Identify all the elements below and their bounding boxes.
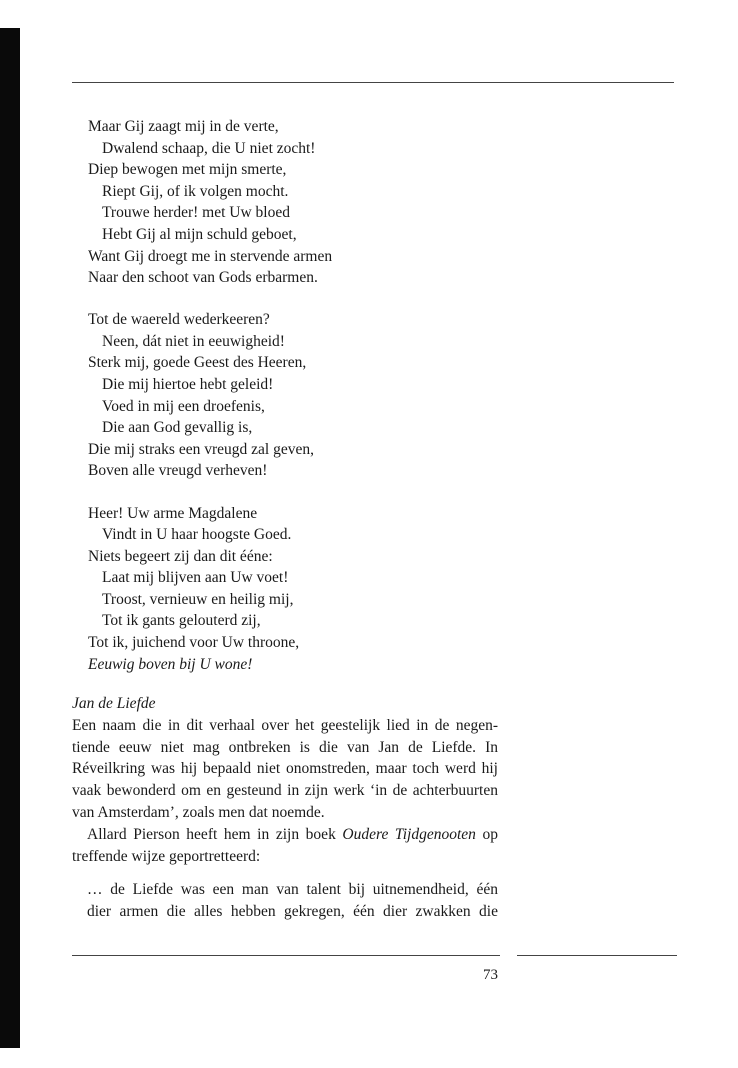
poem-line: Tot de waereld wederkeeren? — [88, 311, 270, 329]
poem-line: Tot ik gants gelouterd zij, — [102, 612, 261, 630]
text-line — [72, 824, 498, 846]
poem-stanza — [88, 116, 508, 289]
poem-line: Die aan God gevallig is, — [102, 419, 253, 437]
text-line: tiende eeuw niet mag ontbreken is die van Jan de Liefde. In — [72, 738, 498, 756]
text-line: Réveilkring was hij bepaald niet onomstreden, maar toch werd hij — [72, 760, 498, 778]
poem-line: Maar Gij zaagt mij in de verte, — [88, 118, 279, 135]
poem — [88, 116, 508, 696]
text-fragment: Allard Pierson heeft hem in zijn boek — [87, 825, 343, 843]
poem-line: Eeuwig boven bij U wone! — [88, 655, 253, 673]
text-line: Een naam die in dit verhaal over het geestelijk lied in de negen- — [72, 716, 498, 734]
poem-line: Troost, vernieuw en heilig mij, — [102, 590, 294, 608]
poem-line: Heer! Uw arme Magdalene — [88, 504, 258, 522]
book-title: Oudere Tijdgenooten — [342, 825, 476, 843]
section-heading: Jan de Liefde — [72, 695, 156, 712]
poem-line: Vindt in U haar hoogste Goed. — [102, 526, 292, 544]
poem-line: Niets begeert zij dan dit ééne: — [88, 547, 273, 565]
poem-line: Boven alle vreugd verheven! — [88, 462, 268, 480]
poem-line: Dwalend schaap, die U niet zocht! — [102, 139, 316, 157]
prose-section — [72, 693, 498, 923]
page-number: 73 — [483, 967, 498, 983]
quote-line: dier armen die alles hebben gekregen, één dier zwakken die — [87, 903, 498, 921]
poem-line: Tot ik, juichend voor Uw throone, — [88, 634, 300, 652]
poem-line: Neen, dát niet in eeuwigheid! — [102, 332, 285, 350]
paragraph — [72, 715, 498, 824]
text-fragment: op — [475, 825, 498, 843]
text-line: van Amsterdam’, zoals men dat noemde. — [72, 803, 325, 821]
poem-line: Voed in mij een droefenis, — [102, 397, 265, 415]
poem-line: Die mij hiertoe hebt geleid! — [102, 376, 274, 394]
poem-line: Die mij straks een vreugd zal geven, — [88, 440, 314, 458]
header-rule — [72, 82, 674, 83]
poem-stanza — [88, 309, 508, 482]
poem-stanza — [88, 503, 508, 676]
poem-line: Want Gij droegt me in stervende armen — [88, 247, 333, 265]
quote-line: … de Liefde was een man van talent bij uitnemendheid, één — [87, 881, 498, 899]
poem-line: Laat mij blijven aan Uw voet! — [102, 569, 289, 587]
poem-line: Diep bewogen met mijn smerte, — [88, 161, 287, 179]
poem-line: Riept Gij, of ik volgen mocht. — [102, 182, 289, 200]
footer-rule-left — [72, 955, 500, 956]
poem-line: Sterk mij, goede Geest des Heeren, — [88, 354, 307, 372]
text-line: vaak bewonderd om en gesteund in zijn werk ‘in de achterbuurten — [72, 782, 498, 800]
poem-line: Naar den schoot van Gods erbarmen. — [88, 269, 318, 287]
book-spine-shadow — [0, 28, 20, 1048]
paragraph — [72, 824, 498, 868]
poem-line: Trouwe herder! met Uw bloed — [102, 204, 290, 222]
block-quote — [72, 879, 498, 923]
text-line: treffende wijze geportretteerd: — [72, 847, 261, 865]
poem-line: Hebt Gij al mijn schuld geboet, — [102, 225, 297, 243]
footer-rule-right — [517, 955, 677, 956]
